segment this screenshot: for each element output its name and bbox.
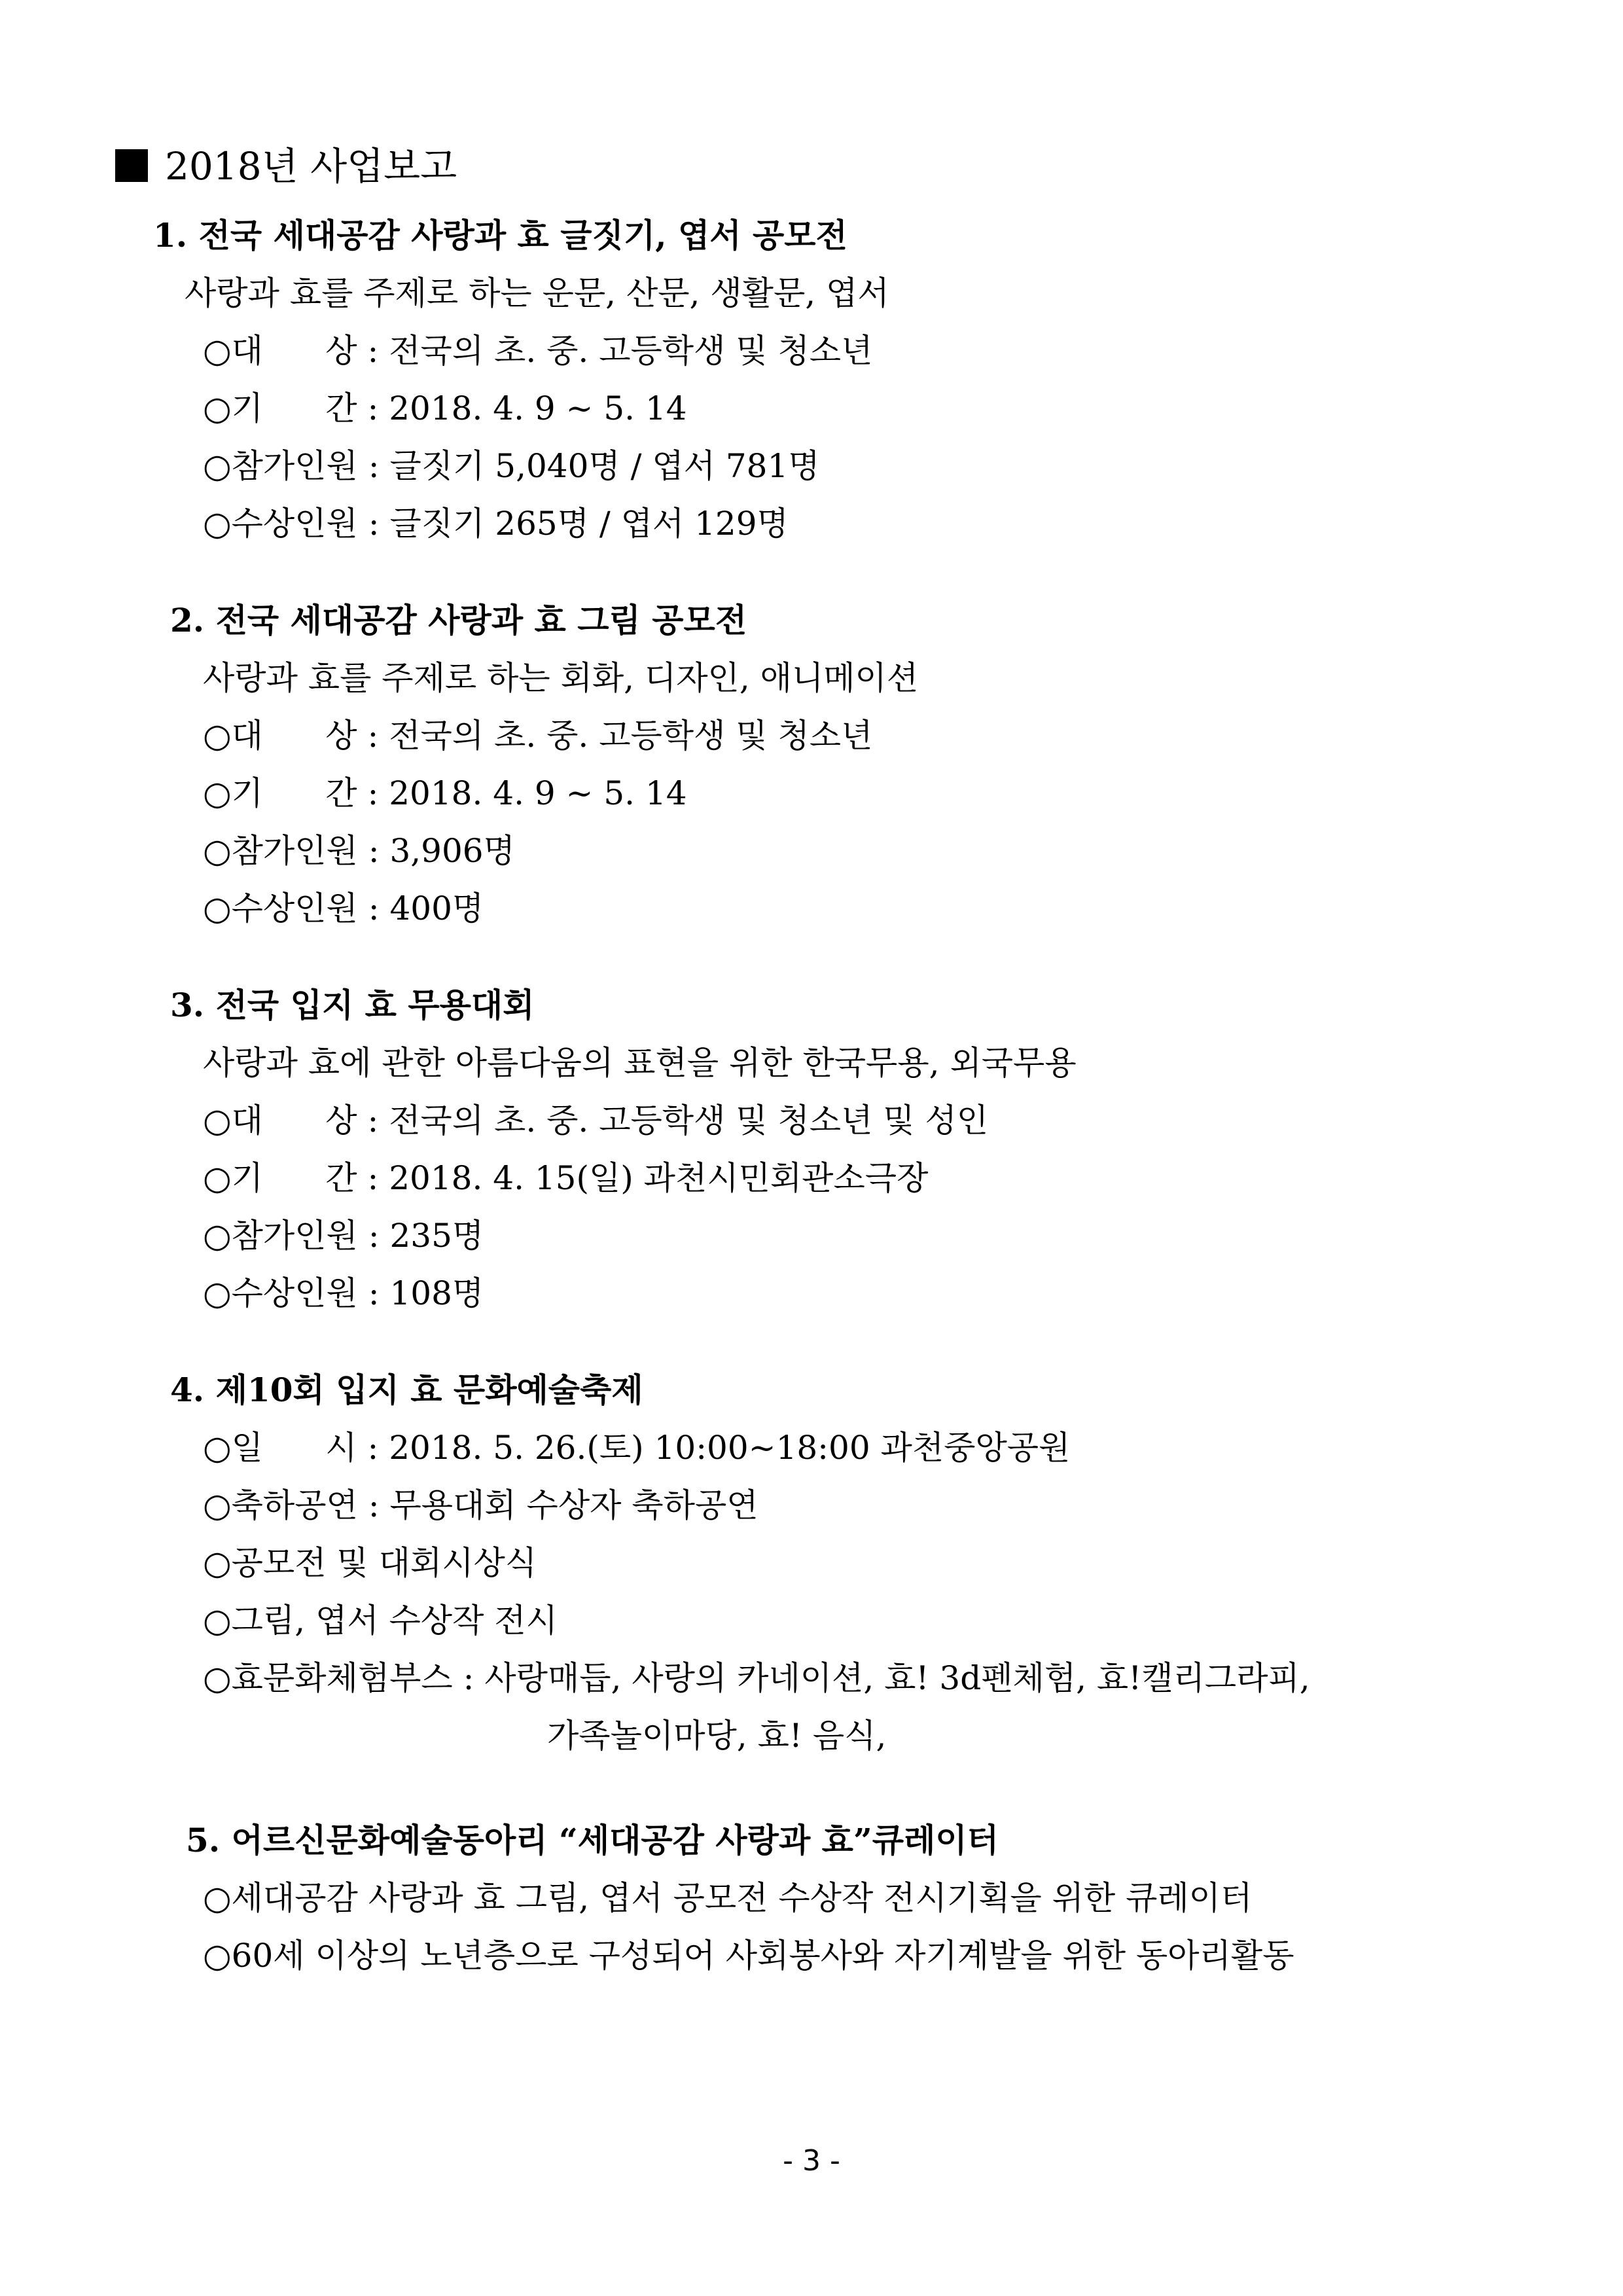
section-4-heading: 4. 제10회 입지 효 문화예술축제: [170, 1371, 643, 1409]
section-1-heading: 1. 전국 세대공감 사랑과 효 글짓기, 엽서 공모전: [153, 216, 847, 255]
section-4-item: ○공모전 및 대회시상식: [203, 1544, 537, 1582]
section-4-item: ○그림, 엽서 수상작 전시: [203, 1602, 558, 1640]
section-1-item: ○기 간 : 2018. 4. 9 ~ 5. 14: [203, 389, 687, 427]
section-1-description: 사랑과 효를 주제로 하는 운문, 산문, 생활문, 엽서: [185, 274, 889, 312]
black-square-icon: [115, 149, 148, 182]
section-3-item: ○대 상 : 전국의 초. 중. 고등학생 및 청소년 및 성인: [203, 1102, 989, 1139]
section-3-item: ○참가인원 : 235명: [203, 1217, 484, 1255]
section-2-item: ○기 간 : 2018. 4. 9 ~ 5. 14: [203, 774, 687, 812]
page-number: - 3 -: [783, 2144, 840, 2178]
section-4-item: ○축하공연 : 무용대회 수상자 축하공연: [203, 1486, 758, 1524]
section-5-item: ○60세 이상의 노년층으로 구성되어 사회봉사와 자기계발을 위한 동아리활동: [203, 1937, 1294, 1975]
section-1-item: ○수상인원 : 글짓기 265명 / 엽서 129명: [203, 505, 789, 543]
section-4-item: ○효문화체험부스 : 사랑매듭, 사랑의 카네이션, 효! 3d펜체험, 효!캘리그라피,: [203, 1659, 1310, 1697]
section-5-item: ○세대공감 사랑과 효 그림, 엽서 공모전 수상작 전시기획을 위한 큐레이터: [203, 1879, 1253, 1917]
section-4-item-continuation: 가족놀이마당, 효! 음식,: [547, 1717, 887, 1755]
section-3-description: 사랑과 효에 관한 아름다움의 표현을 위한 한국무용, 외국무용: [203, 1044, 1077, 1082]
section-2-item: ○참가인원 : 3,906명: [203, 832, 515, 870]
section-3-item: ○수상인원 : 108명: [203, 1274, 484, 1312]
section-1-item: ○대 상 : 전국의 초. 중. 고등학생 및 청소년: [203, 332, 873, 370]
section-2-item: ○수상인원 : 400명: [203, 889, 484, 927]
section-3-item: ○기 간 : 2018. 4. 15(일) 과천시민회관소극장: [203, 1159, 929, 1197]
section-5-heading: 5. 어르신문화예술동아리 “세대공감 사랑과 효”큐레이터: [186, 1821, 999, 1859]
section-2-item: ○대 상 : 전국의 초. 중. 고등학생 및 청소년: [203, 717, 873, 755]
section-1-item: ○참가인원 : 글짓기 5,040명 / 엽서 781명: [203, 447, 820, 485]
section-2-heading: 2. 전국 세대공감 사랑과 효 그림 공모전: [170, 601, 747, 639]
section-2-description: 사랑과 효를 주제로 하는 회화, 디자인, 애니메이션: [203, 659, 919, 697]
section-4-item: ○일 시 : 2018. 5. 26.(토) 10:00~18:00 과천중앙공원: [203, 1429, 1071, 1467]
section-3-heading: 3. 전국 입지 효 무용대회: [170, 986, 535, 1024]
doc-title-row: [115, 144, 457, 188]
doc-title: 2018년 사업보고: [165, 144, 457, 188]
